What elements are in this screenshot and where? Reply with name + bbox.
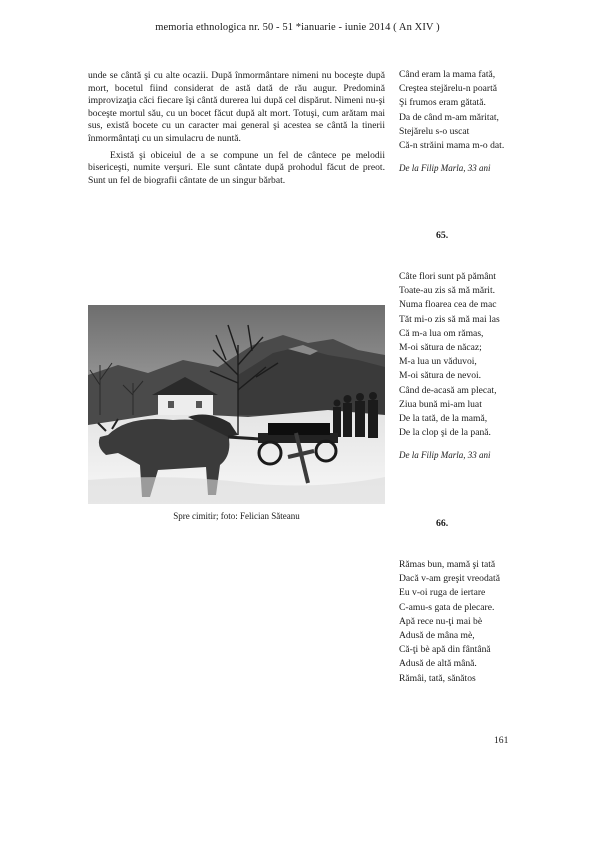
funeral-procession-photo [88, 305, 385, 504]
body-text [88, 70, 385, 187]
poem-line: Adusă de mâna mè, [399, 630, 475, 642]
poem-line: Creştea stejărelu-n poartă [399, 83, 498, 95]
poem-66 [399, 558, 559, 686]
paragraph: unde se cântă şi cu alte ocazii. După înmormântare nimeni nu boceşte după mort, bocetul fiind considerat de astă dată de rău augur. Predomină improvizaţia căci fiecare îşi cântă durerea lui după cel dispărut. Nimeni nu-şi boceşte mortul său, cu un bocet făcut după alt mort. Totuşi, cum arătam mai sus, există bocete cu un caracter mai general şi acestea se cântă la tinerii înmormântaţi cu un simulacru de nuntă. [88, 70, 385, 144]
poem-line: Şi frumos eram gătată. [399, 97, 486, 109]
poem-attribution: De la Filip Marla, 33 ani [399, 163, 491, 174]
poem-line: Apă rece nu-ţi mai bè [399, 615, 483, 627]
poem-line: C-amu-s gata de plecare. [399, 601, 495, 613]
poem-line: Rămâi, tată, sănătos [399, 672, 476, 684]
poem-line: Tăt mi-o zis să mă mai las [399, 313, 500, 325]
page-header: memoria ethnologica nr. 50 - 51 *ianuarie - iunie 2014 ( An XIV ) [155, 22, 440, 33]
poem-line: Eu v-oi ruga de iertare [399, 587, 486, 599]
poem-line: Dacă v-am greşit vreodată [399, 573, 500, 585]
poem-number: 65. [436, 230, 449, 241]
poem-line: De la clop şi de la pană. [399, 427, 491, 439]
paragraph: Există şi obiceiul de a se compune un fel de cântece pe melodii bisericeşti, numite verşuri. Ele sunt cântate după prohodul făcut de preot. Sunt un fel de biografii cântate de un singur bărbat. [88, 149, 385, 186]
poem-line: Rămas bun, mamă şi tată [399, 559, 496, 570]
poem-line: M-a lua un văduvoi, [399, 356, 477, 368]
photo-caption: Spre cimitir; foto: Felician Săteanu [173, 511, 300, 521]
poem-line: Numa floarea cea de mac [399, 299, 497, 311]
poem-line: Câte flori sunt pă pământ [399, 271, 496, 282]
poem-line: Da de când m-am măritat, [399, 111, 499, 123]
poem-number: 66. [436, 518, 449, 529]
poem-attribution: De la Filip Marla, 33 ani [399, 450, 491, 461]
poem-line: Că-n străini mama m-o dat. [399, 140, 505, 152]
poem-line: Că-ţi bè apă din fântână [399, 644, 491, 656]
poem-line: Când eram la mama fată, [399, 69, 496, 80]
poem-line: Că m-a lua om rămas, [399, 327, 484, 339]
poem-line: Ziua bună mi-am luat [399, 398, 482, 410]
poem-line: De la tată, de la mamă, [399, 413, 488, 425]
poem-line: Adusă de altă mână. [399, 658, 477, 670]
page-number: 161 [494, 735, 509, 746]
poem-line: Toate-au zis să mă mărit. [399, 285, 496, 297]
poem-line: Stejărelu s-o uscat [399, 125, 470, 137]
poem-65 [399, 270, 559, 463]
poem-line: M-oi sătura de năcaz; [399, 342, 482, 354]
poem-top [399, 68, 559, 175]
poem-line: M-oi sătura de nevoi. [399, 370, 482, 382]
poem-line: Când de-acasă am plecat, [399, 384, 497, 396]
